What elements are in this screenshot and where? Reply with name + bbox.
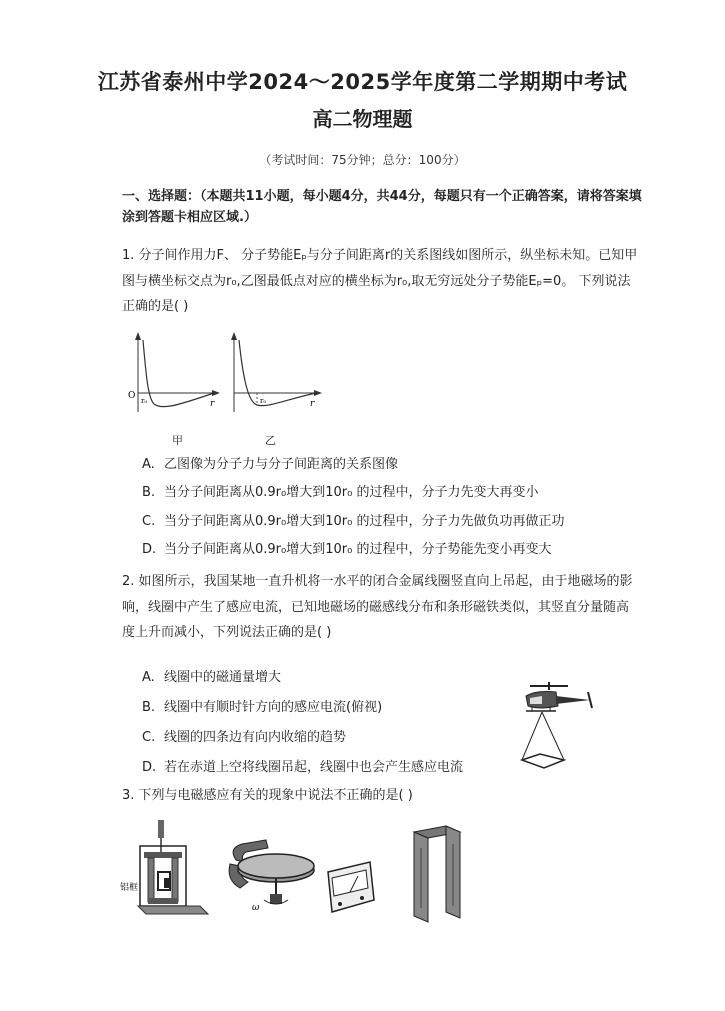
section-heading: 一、选择题：（本题共11小题，每小题4分，共44分，每题只有一个正确答案，请将答案填涂到答题卡相应区域.） [122, 189, 642, 225]
helicopter-figure [512, 676, 598, 772]
q3-figure-4-gate [414, 826, 460, 922]
q1-option-d: D. 当分子间距离从0.9r₀增大到10r₀ 的过程中，分子势能先变小再变大 [142, 542, 552, 557]
graph-yi-caption: 乙 [265, 434, 276, 447]
exam-meta: （考试时间：75分钟；总分：100分） [259, 153, 466, 167]
graph-jia-origin: O [128, 391, 136, 401]
graph-yi-r: r [310, 399, 315, 409]
graph-jia [128, 332, 220, 412]
q1-option-a: A. 乙图像为分子力与分子间距离的关系图像 [142, 457, 399, 472]
q1-option-b: B. 当分子间距离从0.9r₀增大到10r₀ 的过程中，分子力先变大再变小 [142, 485, 539, 500]
q2-option-a: A. 线圈中的磁通量增大 [142, 670, 282, 685]
q3-figure-3-meter [328, 862, 374, 912]
q3-figure-1-magnet [120, 820, 208, 914]
graph-jia-caption: 甲 [172, 434, 183, 447]
q1-graphs [124, 330, 324, 425]
graph-yi-r0: r₀ [260, 397, 267, 405]
q1-option-c: C. 当分子间距离从0.9r₀增大到10r₀ 的过程中，分子力先做负功再做正功 [142, 514, 565, 529]
question-3-text: 3. 下列与电磁感应有关的现象中说法不正确的是( ) [122, 788, 413, 803]
question-2-text: 2. 如图所示，我国某地一直升机将一水平的闭合金属线圈竖直向上吊起，由于地磁场的影响，线圈中产生了感应电流，已知地磁场的磁感线分布和条形磁铁类似，其竖直分量随高度上升而减小，下列说法正确的是( ) [122, 574, 633, 640]
q2-option-b: B. 线圈中有顺时针方向的感应电流(俯视) [142, 700, 383, 715]
q3-figure-2-disk [229, 840, 314, 913]
graph-yi [231, 332, 322, 412]
q2-option-c: C. 线圈的四条边有向内收缩的趋势 [142, 730, 347, 745]
question-1-text: 1. 分子间作用力F、 分子势能Eₚ与分子间距离r的关系图线如图所示，纵坐标未知。已知甲图与横坐标交点为r₀,乙图最低点对应的横坐标为r₀,取无穷远处分子势能Eₚ=0。 下列说法正确的是( ) [122, 248, 638, 314]
graph-jia-r: r [210, 399, 215, 409]
graph-jia-r0: r₀ [141, 397, 148, 405]
exam-subtitle: 高二物理题 [312, 107, 413, 131]
q3-fig2-omega: ω [252, 903, 260, 913]
q3-fig1-label: 铝框 [120, 883, 139, 893]
q2-option-d: D. 若在赤道上空将线圈吊起，线圈中也会产生感应电流 [142, 760, 464, 775]
exam-title: 江苏省泰州中学2024～2025学年度第二学期期中考试 [97, 70, 628, 94]
q3-figures [118, 818, 478, 928]
